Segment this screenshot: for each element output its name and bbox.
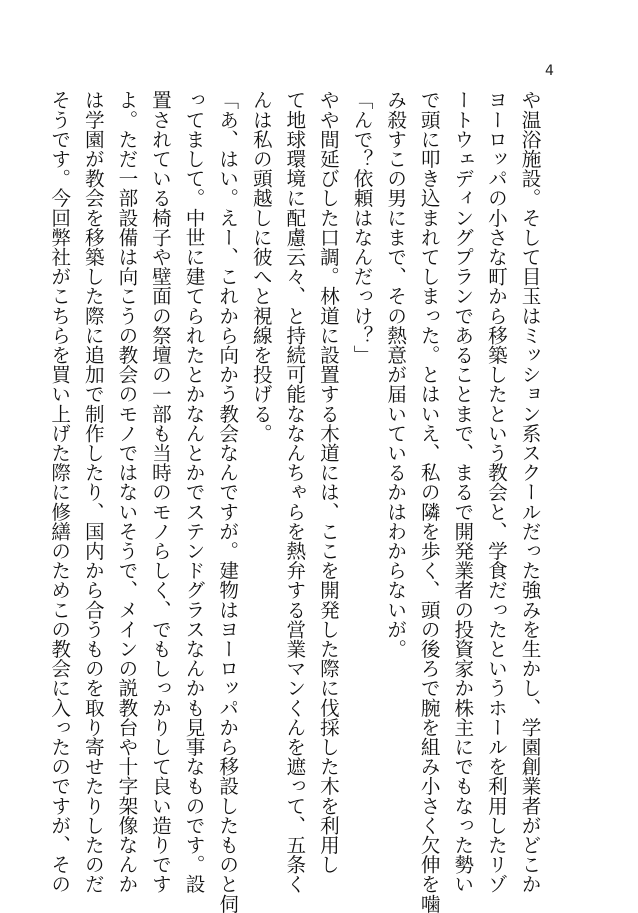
text-line: や温浴施設。そして目玉はミッション系スクールだった強みを生かし、学園創業者がどこか: [518, 90, 541, 894]
text-line: やや間延びした口調。林道に設置する木道には、ここを開発した際に伐採した木を利用し: [316, 90, 340, 874]
text-line: て地球環境に配慮云々、と持続可能ななんちゃらを熱弁する営業マンくんを遮って、五条く: [282, 90, 306, 894]
text-line: は学園が教会を移築した際に追加で制作したり、国内から合うものを取り寄せたりしたのだ: [81, 90, 105, 894]
body-text: [42, 90, 546, 913]
text-line: み殺すこの男にまで、その熱意が届いているかはわからないが。: [383, 90, 407, 659]
page-number: 4: [545, 63, 554, 79]
text-line: 置されている椅子や壁面の祭壇の一部も当時のモノらしく、でもしっかりして良い造りです: [148, 90, 172, 894]
text-line: ヨーロッパの小さな町から移築したという教会と、学食だったというホールを利用したリゾ: [484, 90, 508, 894]
text-line: で頭に叩き込まれてしまった。とはいえ、私の隣を歩く、頭の後ろで腕を組み小さく欠伸を噛: [417, 90, 441, 913]
dialogue-line: 「あ、はい。えー、これから向かう教会なんですが。建物はヨーロッパから移設したものと伺: [215, 90, 239, 913]
text-line: ってまして。中世に建てられたとかなんとかでステンドグラスなんかも見事なものです。設: [182, 90, 206, 894]
text-line: ートウェディングプランであることまで、まるで開発業者の投資家か株主にでもなった勢い: [450, 90, 474, 894]
text-line: よ。ただ一部設備は向こうの教会のモノではないそうで、メインの説教台や十字架像なんか: [114, 90, 138, 894]
dialogue-line: 「んで？依頼はなんだっけ？」: [350, 90, 374, 365]
text-line: そうです。今回弊社がこちらを買い上げた際に修繕のためこの教会に入ったのですが、その: [47, 90, 71, 894]
text-line: んは私の頭越しに彼へと視線を投げる。: [249, 90, 273, 443]
